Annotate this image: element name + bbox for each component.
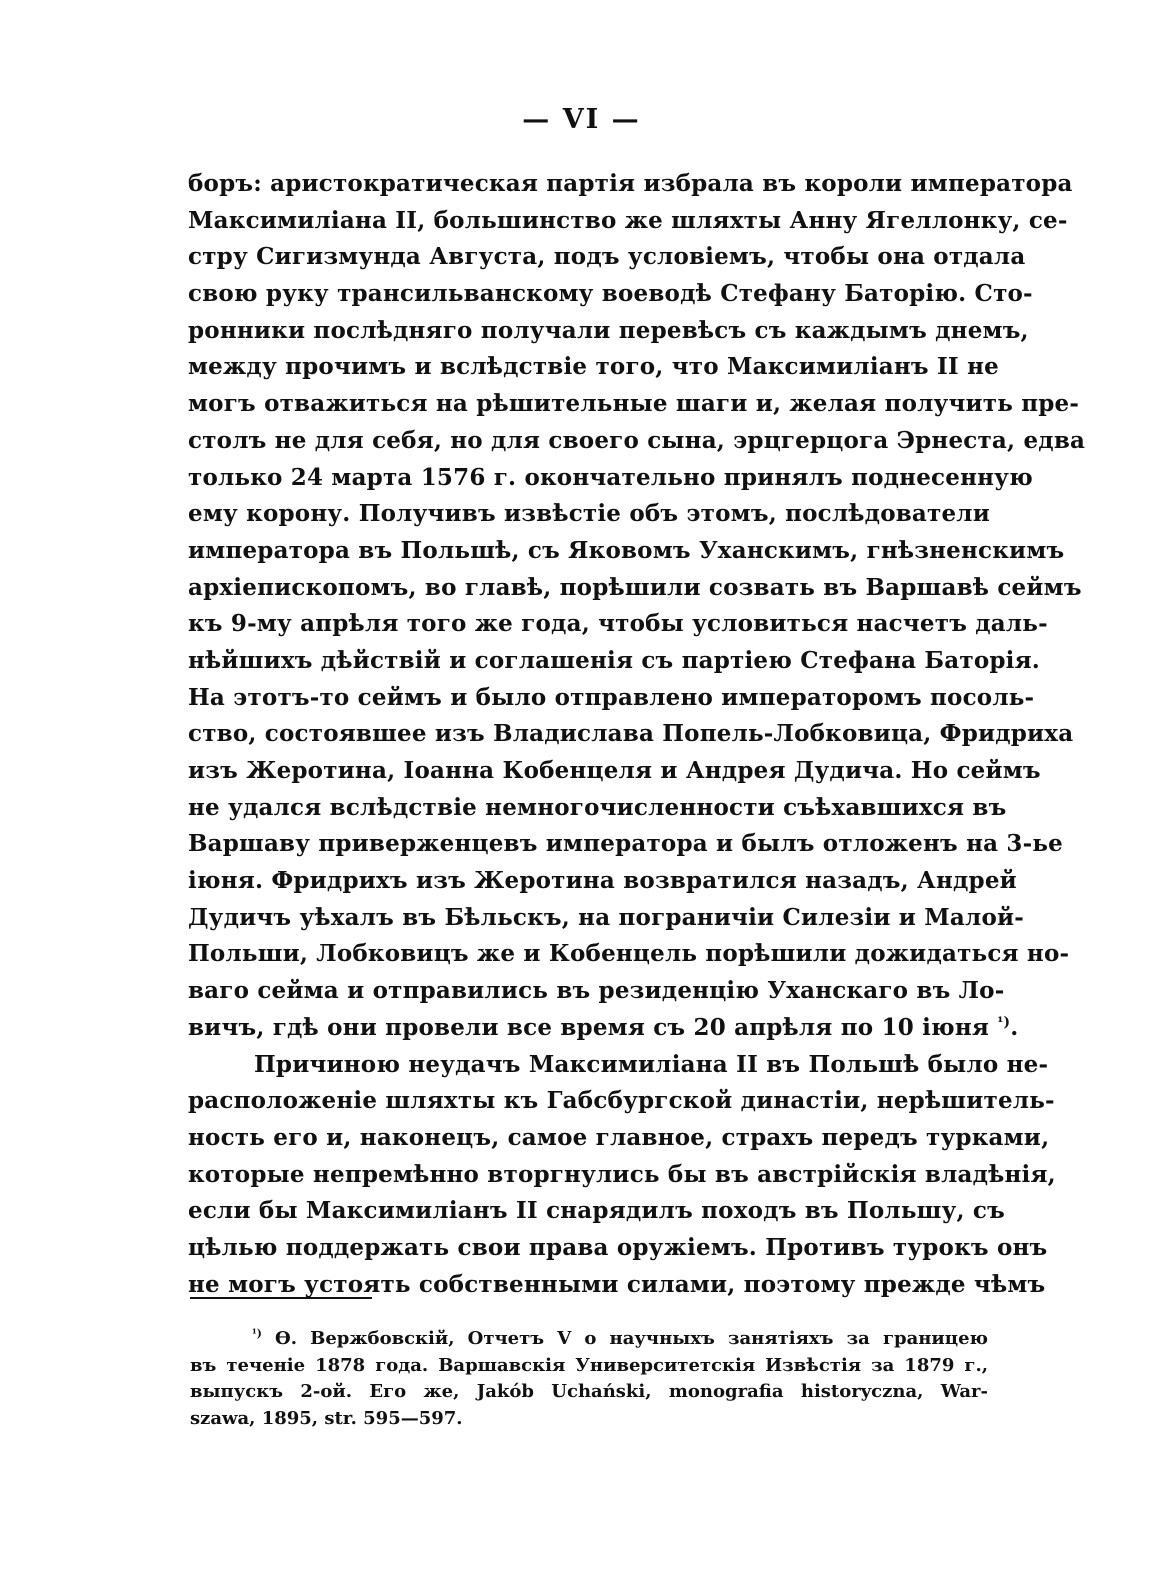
footnote-line: szawa, 1895, str. 595—597.	[190, 1407, 463, 1429]
text-line: свою руку трансильванскому воеводѣ Стефану Баторію. Сто-	[188, 280, 1033, 308]
page-number: — VI —	[522, 104, 641, 135]
text-line: ваго сейма и отправились въ резиденцію Уханскаго въ Ло-	[188, 977, 1005, 1005]
text-line: Польши, Лобковицъ же и Кобенцель порѣшили дожидаться но-	[188, 940, 1070, 968]
text-line: боръ: аристократическая партія избрала въ короли императора	[188, 170, 1073, 197]
text-line: цѣлью поддержать свои права оружіемъ. Противъ турокъ онъ	[188, 1233, 1048, 1261]
text-line: Причиною неудачъ Максимиліана II въ Польшѣ было не-	[254, 1050, 1049, 1078]
text-line: ность его и, наконецъ, самое главное, страхъ передъ турками,	[188, 1123, 1050, 1151]
text-line: архіепископомъ, во главѣ, порѣшили созвать въ Варшавѣ сеймъ	[188, 573, 1082, 601]
text-line: изъ Жеротина, Іоанна Кобенцеля и Андрея Дудича. Но сеймъ	[188, 757, 1041, 784]
text-line: расположеніе шляхты къ Габсбургской династіи, нерѣшитель-	[188, 1087, 1055, 1115]
text-line: стру Сигизмунда Августа, подъ условіемъ, чтобы она отдала	[188, 243, 1026, 271]
text-line: ство, состоявшее изъ Владислава Попель-Лобковица, Фридриха	[188, 720, 1074, 748]
text-line: если бы Максимиліанъ II снарядилъ походъ въ Польшу, съ	[188, 1197, 1005, 1225]
main-text	[188, 166, 1086, 1303]
text-line: На этотъ-то сеймъ и было отправлено императоромъ посоль-	[188, 683, 1035, 711]
text-line: только 24 марта 1576 г. окончательно принялъ поднесенную	[188, 463, 1033, 491]
text-line: Максимиліана II, большинство же шляхты Анну Ягеллонку, се-	[188, 206, 1068, 234]
footnote-line	[190, 1326, 988, 1353]
text-line: нѣйшихъ дѣйствій и соглашенія съ партіею Стефана Баторія.	[188, 646, 1040, 674]
text-line: императора въ Польшѣ, съ Яковомъ Уханскимъ, гнѣзненскимъ	[188, 536, 1065, 564]
text-line: могъ отважиться на рѣшительные шаги и, желая получить пре-	[188, 390, 1080, 418]
paragraph-end-text: вичъ, гдѣ они провели все время съ 20 апрѣля по 10 іюня	[188, 1013, 990, 1041]
text-line: Варшаву приверженцевъ императора и былъ отложенъ на 3-ье	[188, 830, 1064, 858]
text-line: іюня. Фридрихъ изъ Жеротина возвратился назадъ, Андрей	[188, 867, 1017, 895]
text-line: къ 9-му апрѣля того же года, чтобы условиться насчетъ даль-	[188, 610, 1048, 638]
footnote-text: Ѳ. Вержбовскій, Отчетъ V о научныхъ занятіяхъ за границею	[275, 1328, 988, 1349]
text-line: ронники послѣдняго получали перевѣсъ съ каждымъ днемъ,	[188, 316, 1029, 344]
footnote-divider	[190, 1297, 372, 1299]
footnote-line: въ теченіе 1878 года. Варшавскія Университетскія Извѣстія за 1879 г.,	[190, 1354, 988, 1376]
text-line: ему корону. Получивъ извѣстіе объ этомъ, послѣдователи	[188, 500, 990, 528]
footnote	[190, 1326, 988, 1432]
text-line: Дудичъ уѣхалъ въ Бѣльскъ, на пограничіи Силезіи и Малой-	[188, 903, 1024, 931]
text-line: которые непремѣнно вторгнулись бы въ австрійскія владѣнія,	[188, 1160, 1056, 1188]
text-line: не удался вслѣдствіе немногочисленности съѣхавшихся въ	[188, 793, 1007, 821]
text-line: между прочимъ и вслѣдствіе того, что Максимиліанъ II не	[188, 353, 999, 381]
text-line: не могъ устоять собственными силами, поэтому прежде чѣмъ	[188, 1270, 1046, 1298]
text-line: столъ не для себя, но для своего сына, эрцгерцога Эрнеста, едва	[188, 426, 1086, 454]
footnote-line: выпускъ 2-ой. Его же, Jakób Uchański, monografia historyczna, War-	[190, 1381, 988, 1402]
footnote-marker: ¹)	[252, 1327, 262, 1340]
text-line: вичъ, гдѣ они провели все время съ 20 апрѣля по 10 іюня $^{^1)}$.	[188, 1013, 1019, 1041]
footnote-reference[interactable]: ¹)	[997, 1014, 1011, 1031]
